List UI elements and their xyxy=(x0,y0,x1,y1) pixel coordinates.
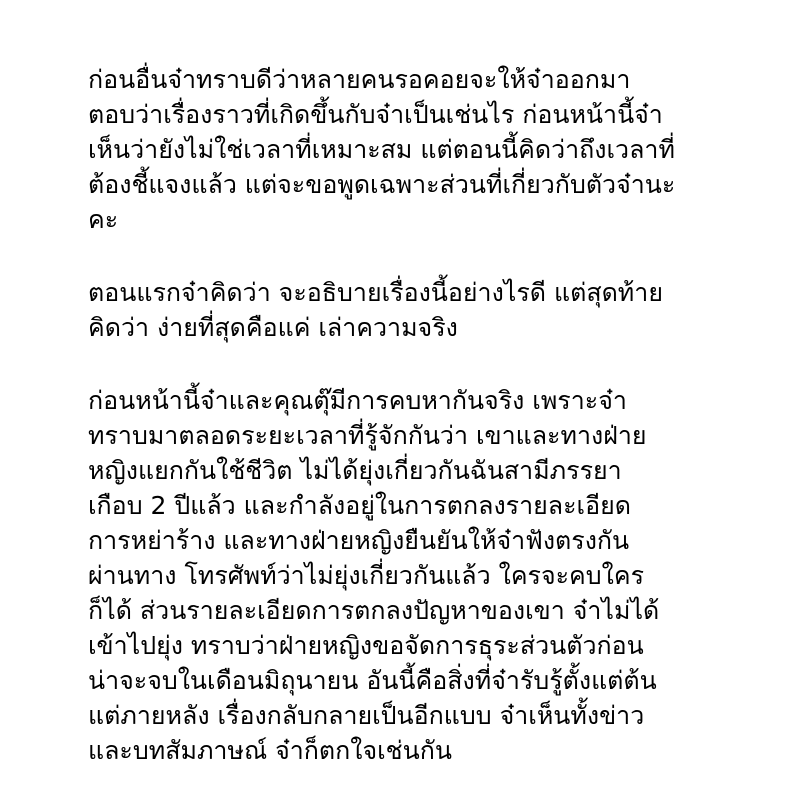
text-line: เกือบ 2 ปีแล้ว และกำลังอยู่ในการตกลงรายละเอียด xyxy=(88,491,631,520)
text-line: ต้องชี้แจงแล้ว แต่จะขอพูดเฉพาะส่วนที่เกี่ยวกับตัวจ๋านะ xyxy=(88,170,676,199)
text-line: เข้าไปยุ่ง ทราบว่าฝ่ายหญิงขอจัดการธุระส่วนตัวก่อน xyxy=(88,631,644,660)
text-line: ก็ได้ ส่วนรายละเอียดการตกลงปัญหาของเขา จ๋าไม่ได้ xyxy=(88,596,660,625)
text-line: น่าจะจบในเดือนมิถุนายน อันนี้คือสิ่งที่จ๋ารับรู้ตั้งแต่ต้น xyxy=(88,666,657,695)
text-line: ทราบมาตลอดระยะเวลาที่รู้จักกันว่า เขาและทางฝ่าย xyxy=(88,421,647,450)
text-line: การหย่าร้าง และทางฝ่ายหญิงยืนยันให้จ๋าฟังตรงกัน xyxy=(88,526,630,555)
text-line: คะ xyxy=(88,205,119,234)
text-line: ตอบว่าเรื่องราวที่เกิดขึ้นกับจ๋าเป็นเช่นไร ก่อนหน้านี้จ๋า xyxy=(88,100,663,129)
text-line: ผ่านทาง โทรศัพท์ว่าไม่ยุ่งเกี่ยวกันแล้ว ใครจะคบใคร xyxy=(88,561,644,590)
text-line: หญิงแยกกันใช้ชีวิต ไม่ได้ยุ่งเกี่ยวกันฉันสามีภรรยา xyxy=(88,456,622,485)
text-line: ก่อนอื่นจ๋าทราบดีว่าหลายคนรอคอยจะให้จ๋าออกมา xyxy=(88,65,631,94)
text-line: ก่อนหน้านี้จ๋าและคุณตุ๊มีการคบหากันจริง เพราะจ๋า xyxy=(88,386,627,415)
text-line: และบทสัมภาษณ์ จ๋าก็ตกใจเช่นกัน xyxy=(88,736,452,765)
paragraph-spacer xyxy=(88,345,728,383)
paragraph-spacer xyxy=(88,237,728,275)
statement-document xyxy=(88,62,728,768)
paragraph-1 xyxy=(88,62,728,237)
text-line: แต่ภายหลัง เรื่องกลับกลายเป็นอีกแบบ จ๋าเห็นทั้งข่าว xyxy=(88,701,645,730)
text-line: ตอนแรกจ๋าคิดว่า จะอธิบายเรื่องนี้อย่างไรดี แต่สุดท้าย xyxy=(88,278,663,307)
paragraph-3 xyxy=(88,383,728,768)
text-line: เห็นว่ายังไม่ใช่เวลาที่เหมาะสม แต่ตอนนี้คิดว่าถึงเวลาที่ xyxy=(88,135,675,164)
text-line: คิดว่า ง่ายที่สุดคือแค่ เล่าความจริง xyxy=(88,313,458,342)
paragraph-2 xyxy=(88,275,728,345)
